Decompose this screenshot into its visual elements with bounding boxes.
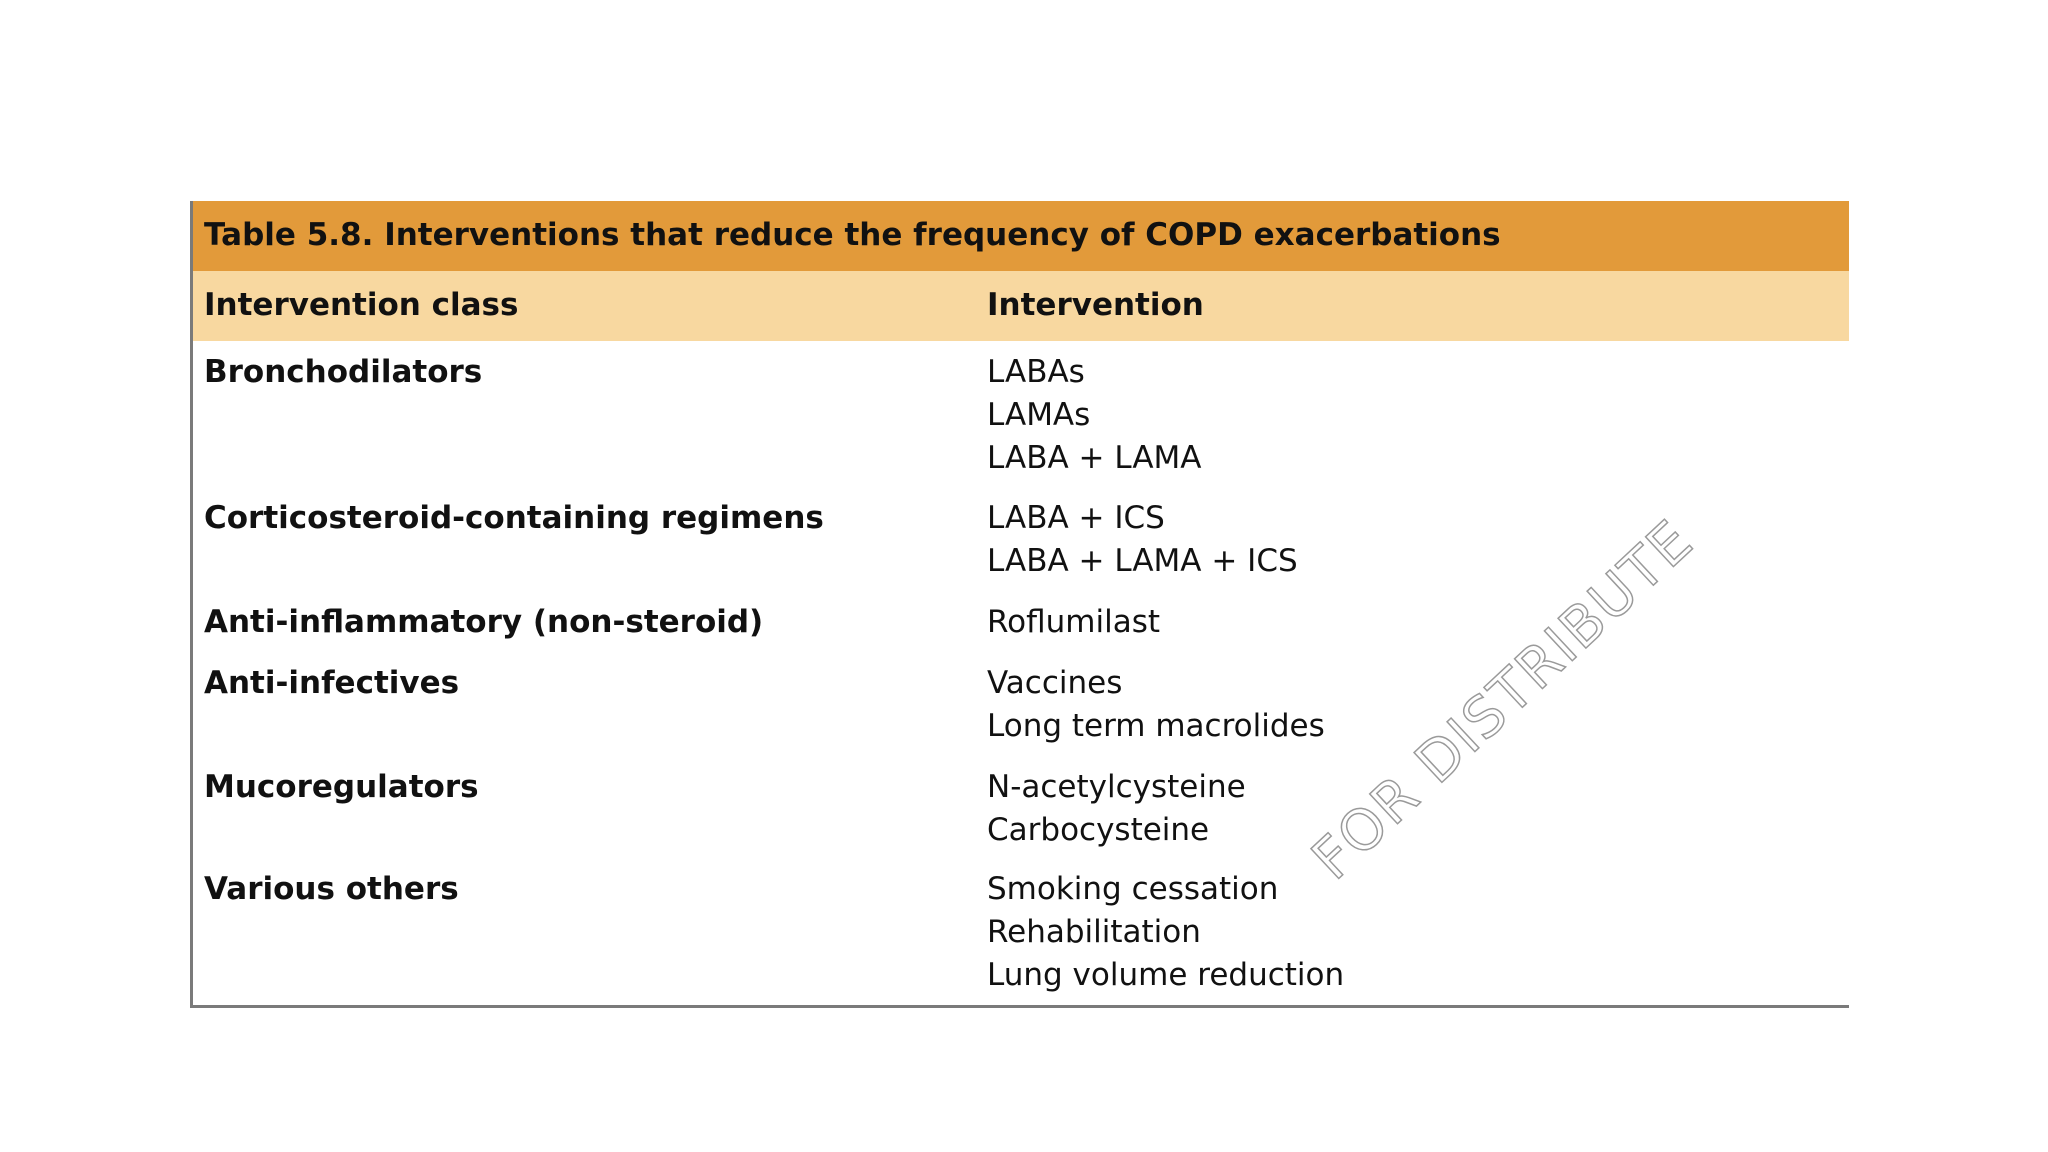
intervention-list — [987, 662, 1325, 748]
intervention-list — [987, 601, 1160, 644]
intervention-item: LABA + ICS — [987, 500, 1165, 536]
intervention-item: Smoking cessation — [987, 871, 1279, 907]
intervention-class-cell: Anti-infectives — [204, 665, 460, 701]
intervention-item: Long term macrolides — [987, 708, 1325, 744]
intervention-item: LABAs — [987, 354, 1085, 390]
intervention-list — [987, 868, 1344, 997]
intervention-class-cell: Bronchodilators — [204, 354, 483, 390]
table-title-bar — [193, 201, 1849, 271]
intervention-item: LABA + LAMA — [987, 440, 1202, 476]
intervention-item: Rehabilitation — [987, 914, 1201, 950]
intervention-class-cell: Anti-inflammatory (non-steroid) — [204, 604, 764, 640]
watermark-text: FOR DISTRIBUTE — [1300, 507, 1707, 893]
intervention-list — [987, 766, 1246, 852]
intervention-list — [987, 351, 1202, 480]
intervention-item: LAMAs — [987, 397, 1091, 433]
table-header-row — [193, 271, 1849, 341]
intervention-class-cell: Various others — [204, 871, 459, 907]
intervention-item: Roflumilast — [987, 604, 1161, 640]
intervention-list — [987, 497, 1298, 583]
intervention-item: Lung volume reduction — [987, 957, 1345, 993]
intervention-item: N-acetylcysteine — [987, 769, 1246, 805]
intervention-class-cell: Mucoregulators — [204, 769, 479, 805]
intervention-item: LABA + LAMA + ICS — [987, 543, 1298, 579]
intervention-class-cell: Corticosteroid-containing regimens — [204, 500, 824, 536]
copd-interventions-table — [190, 201, 1849, 1008]
table-title: Table 5.8. Interventions that reduce the frequency of COPD exacerbations — [204, 217, 1501, 253]
intervention-item: Vaccines — [987, 665, 1123, 701]
intervention-item: Carbocysteine — [987, 812, 1210, 848]
header-intervention: Intervention — [987, 287, 1204, 323]
header-intervention-class: Intervention class — [204, 287, 519, 323]
